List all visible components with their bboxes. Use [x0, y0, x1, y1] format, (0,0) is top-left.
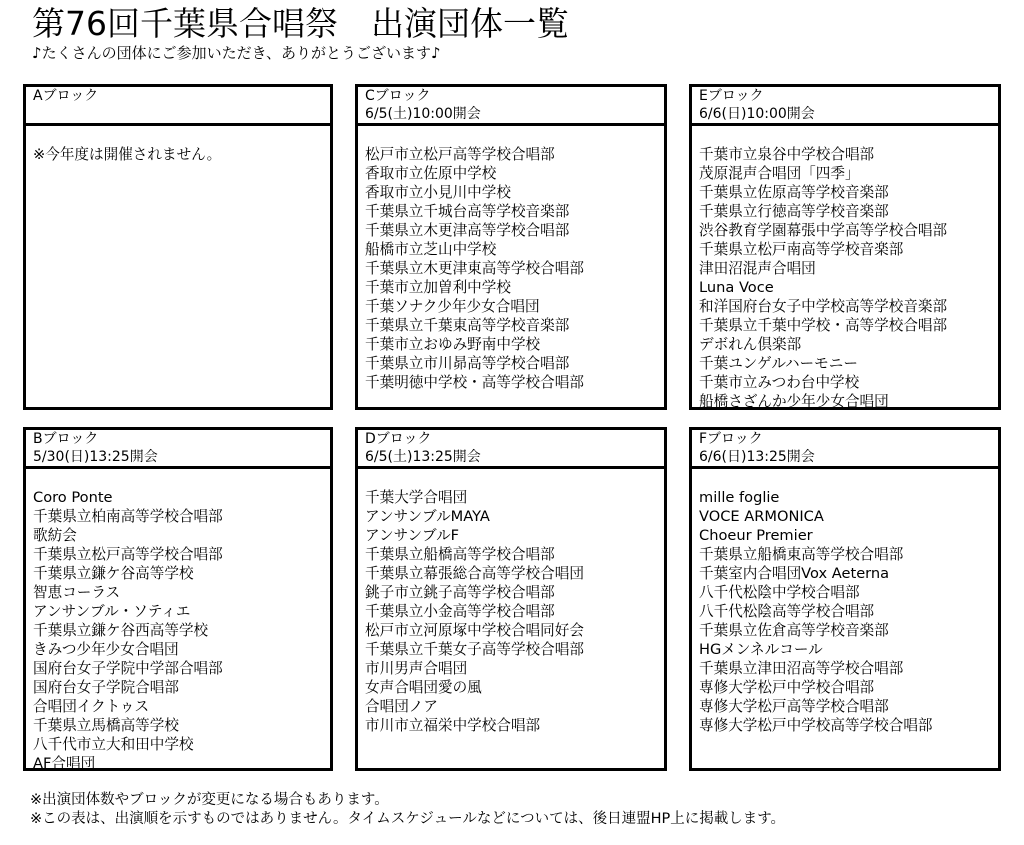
list-item: 国府台女子学院合唱部 — [33, 679, 179, 696]
list-item: 香取市立小見川中学校 — [365, 184, 511, 201]
list-item: 千葉県立松戸南高等学校音楽部 — [699, 241, 904, 258]
list-item: 千葉県立松戸高等学校合唱部 — [33, 546, 223, 563]
list-item: 市川市立福栄中学校合唱部 — [365, 717, 541, 734]
list-item: 船橋市立芝山中学校 — [365, 241, 497, 258]
block-name: Dブロック — [365, 431, 432, 447]
block-name: Bブロック — [33, 431, 99, 447]
list-item: アンサンブル・ソティエ — [33, 603, 191, 620]
list-item: 千葉県立船橋高等学校合唱部 — [365, 546, 555, 563]
list-item: 千葉県立鎌ケ谷西高等学校 — [33, 622, 209, 639]
list-item: 千葉県立木更津高等学校合唱部 — [365, 222, 570, 239]
block-a — [23, 84, 333, 410]
group-list — [365, 145, 584, 392]
list-item: 歌紡会 — [33, 527, 77, 544]
list-item: 八千代松陰高等学校合唱部 — [699, 603, 875, 620]
block-c — [355, 84, 667, 410]
footnotes — [30, 791, 785, 829]
block-header — [358, 87, 664, 126]
list-item: 香取市立佐原中学校 — [365, 165, 497, 182]
block-header — [26, 430, 330, 469]
list-item: 千葉県立佐倉高等学校音楽部 — [699, 622, 889, 639]
list-item: 千葉県立佐原高等学校音楽部 — [699, 184, 889, 201]
list-item: 千葉県立幕張総合高等学校合唱団 — [365, 565, 584, 582]
list-item: 千葉県立千葉女子高等学校合唱部 — [365, 641, 584, 658]
list-item: 千葉市立泉谷中学校合唱部 — [699, 146, 875, 163]
list-item: 千葉県立柏南高等学校合唱部 — [33, 508, 223, 525]
block-header — [358, 430, 664, 469]
list-item: 千葉県立木更津東高等学校合唱部 — [365, 260, 584, 277]
list-item: 松戸市立河原塚中学校合唱同好会 — [365, 622, 584, 639]
list-item: 合唱団ノア — [365, 698, 438, 715]
list-item: 松戸市立松戸高等学校合唱部 — [365, 146, 555, 163]
list-item: mille foglie — [699, 489, 780, 506]
group-list — [365, 488, 584, 735]
list-item: 千葉県立船橋東高等学校合唱部 — [699, 546, 904, 563]
list-item: 銚子市立銚子高等学校合唱部 — [365, 584, 555, 601]
page-title: 第76回千葉県合唱祭 出演団体一覧 — [32, 4, 569, 43]
block-date: 6/6(日)10:00開会 — [699, 106, 815, 122]
list-item: 千葉県立馬橋高等学校 — [33, 717, 179, 734]
list-item: 専修大学松戸中学校合唱部 — [699, 679, 875, 696]
list-item: 津田沼混声合唱団 — [699, 260, 816, 277]
list-item: 千葉県立行徳高等学校音楽部 — [699, 203, 889, 220]
list-item: 千葉県立千城台高等学校音楽部 — [365, 203, 570, 220]
list-item: Choeur Premier — [699, 527, 813, 544]
group-list — [699, 145, 947, 411]
list-item: 茂原混声合唱団「四季」 — [699, 165, 860, 182]
group-list — [699, 488, 933, 735]
list-item: 和洋国府台女子中学校高等学校音楽部 — [699, 298, 948, 315]
list-item: 千葉県立千葉中学校・高等学校合唱部 — [699, 317, 948, 334]
list-item: きみつ少年少女合唱団 — [33, 641, 179, 658]
list-item: 千葉ユンゲルハーモニー — [699, 355, 858, 372]
list-item: 渋谷教育学園幕張中学高等学校合唱部 — [699, 222, 948, 239]
list-item: 八千代松陰中学校合唱部 — [699, 584, 860, 601]
block-date: 6/5(土)10:00開会 — [365, 106, 481, 122]
block-b — [23, 427, 333, 771]
list-item: 千葉明徳中学校・高等学校合唱部 — [365, 374, 584, 391]
block-date: 6/6(日)13:25開会 — [699, 449, 815, 465]
footnote: ※この表は、出演順を示すものではありません。タイムスケジュールなどについては、後日連盟HP上に掲載します。 — [30, 811, 786, 827]
group-list — [33, 145, 221, 164]
list-item: 千葉県立千葉東高等学校音楽部 — [365, 317, 570, 334]
footnote: ※出演団体数やブロックが変更になる場合もあります。 — [30, 792, 389, 808]
block-name: Aブロック — [33, 88, 99, 104]
list-item: 国府台女子学院中学部合唱部 — [33, 660, 223, 677]
block-name: Cブロック — [365, 88, 431, 104]
block-header — [692, 430, 998, 469]
list-item: アンサンブルMAYA — [365, 508, 490, 525]
list-item: 智恵コーラス — [33, 584, 121, 601]
list-item: 千葉市立みつわ台中学校 — [699, 374, 860, 391]
list-item: 千葉県立津田沼高等学校合唱部 — [699, 660, 904, 677]
list-item: 千葉県立市川昴高等学校合唱部 — [365, 355, 570, 372]
list-item: AF合唱団 — [33, 755, 96, 772]
list-item: 女声合唱団愛の風 — [365, 679, 482, 696]
list-item: 八千代市立大和田中学校 — [33, 736, 194, 753]
list-item: Luna Voce — [699, 279, 774, 296]
group-list — [33, 488, 223, 773]
list-item: 船橋さざんか少年少女合唱団 — [699, 393, 889, 410]
block-name: Fブロック — [699, 431, 763, 447]
block-f — [689, 427, 1001, 771]
block-date: 6/5(土)13:25開会 — [365, 449, 481, 465]
list-item: 千葉県立鎌ケ谷高等学校 — [33, 565, 194, 582]
list-item: 市川男声合唱団 — [365, 660, 468, 677]
block-header — [692, 87, 998, 126]
block-name: Eブロック — [699, 88, 764, 104]
list-item: ※今年度は開催されません。 — [33, 146, 222, 163]
list-item: 専修大学松戸高等学校合唱部 — [699, 698, 889, 715]
list-item: 千葉市立おゆみ野南中学校 — [365, 336, 541, 353]
page-subtitle: ♪たくさんの団体にご参加いただき、ありがとうございます♪ — [32, 44, 441, 62]
list-item: 千葉室内合唱団Vox Aeterna — [699, 565, 890, 582]
block-header — [26, 87, 330, 126]
list-item: 千葉大学合唱団 — [365, 489, 468, 506]
list-item: 合唱団イクトゥス — [33, 698, 150, 715]
list-item: 千葉ソナク少年少女合唱団 — [365, 298, 540, 315]
list-item: Coro Ponte — [33, 489, 113, 506]
block-date: 5/30(日)13:25開会 — [33, 449, 158, 465]
list-item: アンサンブルF — [365, 527, 460, 544]
list-item: 専修大学松戸中学校高等学校合唱部 — [699, 717, 933, 734]
list-item: 千葉県立小金高等学校合唱部 — [365, 603, 555, 620]
block-d — [355, 427, 667, 771]
block-e — [689, 84, 1001, 410]
list-item: デボれん倶楽部 — [699, 336, 802, 353]
list-item: VOCE ARMONICA — [699, 508, 824, 525]
list-item: 千葉市立加曽利中学校 — [365, 279, 511, 296]
list-item: HGメンネルコール — [699, 641, 823, 658]
